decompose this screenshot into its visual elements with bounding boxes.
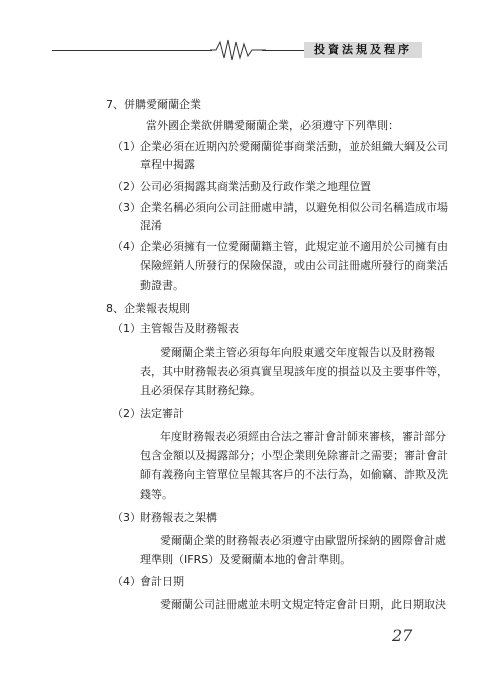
subsection-number: （2） [112, 407, 141, 420]
section-8-heading: 8、企業報表規則 [106, 302, 190, 315]
list-item-number: （2） [112, 180, 141, 193]
paragraph-line: 且必須保存其財務紀錄。 [140, 384, 261, 397]
paragraph-line: 愛爾蘭企業的財務報表必須遵守由歐盟所採納的國際會計處 [160, 534, 446, 547]
subsection-title: 會計日期 [140, 575, 184, 588]
list-item-text: 章程中揭露 [140, 158, 195, 171]
paragraph-line: 包含金額以及揭露部分；小型企業則免除審計之需要；審計會計 [140, 449, 448, 462]
list-item-number: （1） [112, 140, 141, 153]
paragraph-line: 表，其中財務報表必須真實呈現該年度的損益以及主要事件等， [140, 365, 448, 378]
subsection-title: 財務報表之架構 [140, 511, 217, 524]
paragraph-line: 年度財務報表必須經由合法之審計會計師來審核，審計部分 [160, 430, 446, 443]
list-item-text: 企業必須在近期內於愛爾蘭從事商業活動，並於組織大綱及公司 [140, 140, 448, 153]
list-item-text: 企業名稱必須向公司註冊處申請，以避免相似公司名稱造成市場 [140, 201, 448, 214]
subsection-number: （3） [112, 511, 141, 524]
list-item-text: 動證書。 [140, 279, 184, 292]
paragraph-line: 理準則（IFRS）及愛爾蘭本地的會計準則。 [140, 553, 352, 566]
paragraph-line: 錢等。 [140, 488, 173, 501]
subsection-number: （1） [112, 322, 141, 335]
subsection-number: （4） [112, 575, 141, 588]
subsection-title: 法定審計 [140, 407, 184, 420]
list-item-text: 公司必須揭露其商業活動及行政作業之地理位置 [140, 180, 371, 193]
list-item-text: 保險經銷人所發行的保險保證，或由公司註冊處所發行的商業活 [140, 259, 448, 272]
header-title: 投資法規及程序 [314, 43, 412, 56]
list-item-number: （3） [112, 201, 141, 214]
list-item-text: 混淆 [140, 219, 162, 232]
list-item-number: （4） [112, 240, 141, 253]
header-rule-right [262, 50, 306, 51]
subsection-title: 主管報告及財務報表 [140, 322, 239, 335]
section-7-intro: 當外國企業欲併購愛爾蘭企業，必須遵守下列準則： [146, 119, 399, 132]
paragraph-line: 愛爾蘭公司註冊處並未明文規定特定會計日期，此日期取決 [160, 598, 446, 611]
paragraph-line: 愛爾蘭企業主管必須每年向股東遞交年度報告以及財務報 [160, 346, 435, 359]
page-number: 27 [392, 626, 413, 645]
header-rule-left [52, 50, 212, 51]
list-item-text: 企業必須擁有一位愛爾蘭籍主管，此規定並不適用於公司擁有由 [140, 240, 448, 253]
pulse-line-icon [210, 36, 266, 64]
paragraph-line: 師有義務向主管單位呈報其客戶的不法行為，如偷竊、詐欺及洗 [140, 468, 448, 481]
section-7-heading: 7、併購愛爾蘭企業 [106, 98, 201, 111]
